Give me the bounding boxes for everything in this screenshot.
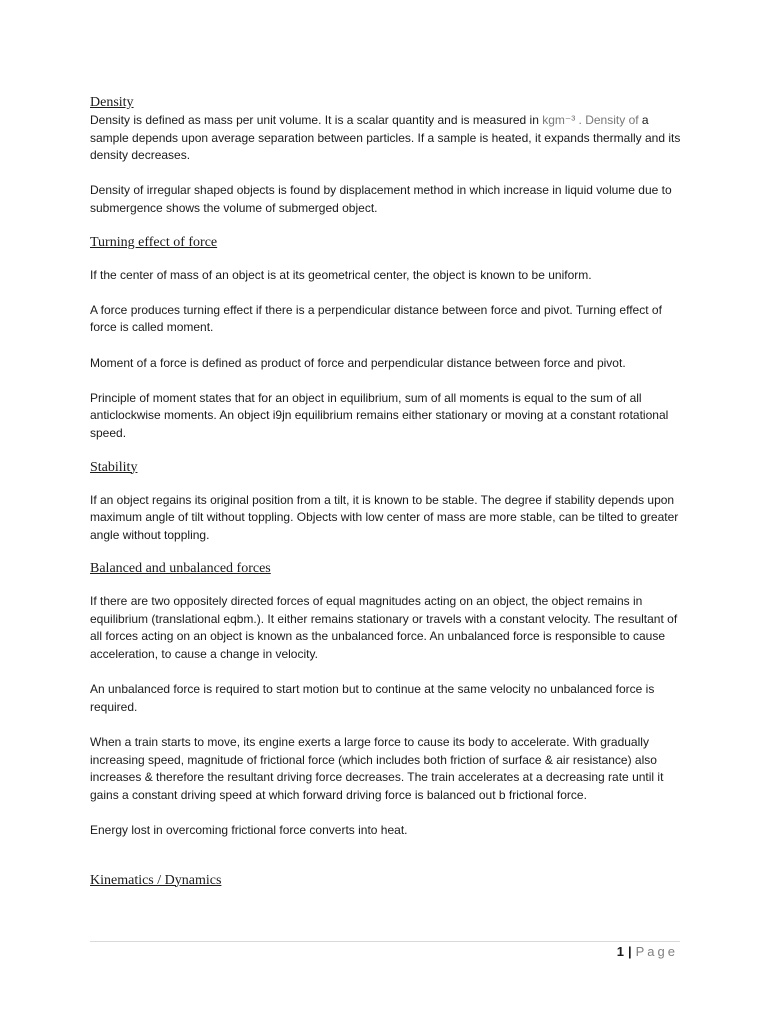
page-content [90,94,686,890]
page-footer [617,943,678,961]
density-paragraph-1 [90,112,686,165]
balanced-paragraph-3: When a train starts to move, its engine exerts a large force to cause its body to accelerate. With gradually increasing speed, magnitude of frictional force (which includes both friction of surface & air resistance) also increases & therefore the resultant driving force decreases. The train accelerates at a decreasing rate until it gains a constant driving speed at which forward driving force is balanced out b frictional force. [90,735,664,802]
footer-separator: | [627,944,632,959]
turning-paragraph-1: If the center of mass of an object is at its geometrical center, the object is known to be uniform. [90,267,592,282]
density-p1-text-a: Density is defined as mass per unit volume. It is a scalar quantity and is measured in [90,113,543,127]
density-unit: kgm⁻³ . Density of [542,113,639,127]
density-p1-text-b: a sample depends upon average separation between particles. If a sample is heated, it expands thermally and its density decreases. [90,113,681,163]
heading-density: Density [90,95,134,110]
stability-paragraph-1: If an object regains its original position from a tilt, it is known to be stable. The degree if stability depends upon maximum angle of tilt without toppling. Objects with low center of mass are more stable, can be tilted to greater angle without toppling. [90,492,679,542]
heading-kinematics: Kinematics / Dynamics [90,872,222,888]
heading-turning-effect: Turning effect of force [90,234,218,250]
page-number: 1 [616,944,624,959]
density-paragraph-2: Density of irregular shaped objects is found by displacement method in which increase in liquid volume due to submergence shows the volume of submerged object. [90,183,672,215]
turning-paragraph-2: A force produces turning effect if there is a perpendicular distance between force and pivot. Turning effect of force is called moment. [90,302,662,335]
turning-paragraph-3: Moment of a force is defined as product of force and perpendicular distance between force and pivot. [90,355,626,370]
turning-paragraph-4: Principle of moment states that for an object in equilibrium, sum of all moments is equal to the sum of all anticlockwise moments. An object i9jn equilibrium remains either stationary or moving at a constant rotational speed. [90,390,669,440]
footer-divider [90,941,680,942]
balanced-paragraph-1: If there are two oppositely directed forces of equal magnitudes acting on an object, the object remains in equilibrium (translational eqbm.). It either remains stationary or travels with a constant velocity. The resultant of all forces acting on an object is known as the unbalanced force. An unbalanced force is responsible to cause acceleration, to cause a change in velocity. [90,594,678,662]
balanced-paragraph-2: An unbalanced force is required to start motion but to continue at the same velocity no unbalanced force is required. [90,682,655,714]
page-label: Page [635,944,678,959]
heading-balanced-forces: Balanced and unbalanced forces [90,561,271,577]
balanced-paragraph-4: Energy lost in overcoming frictional force converts into heat. [90,823,408,837]
heading-stability: Stability [90,459,138,475]
